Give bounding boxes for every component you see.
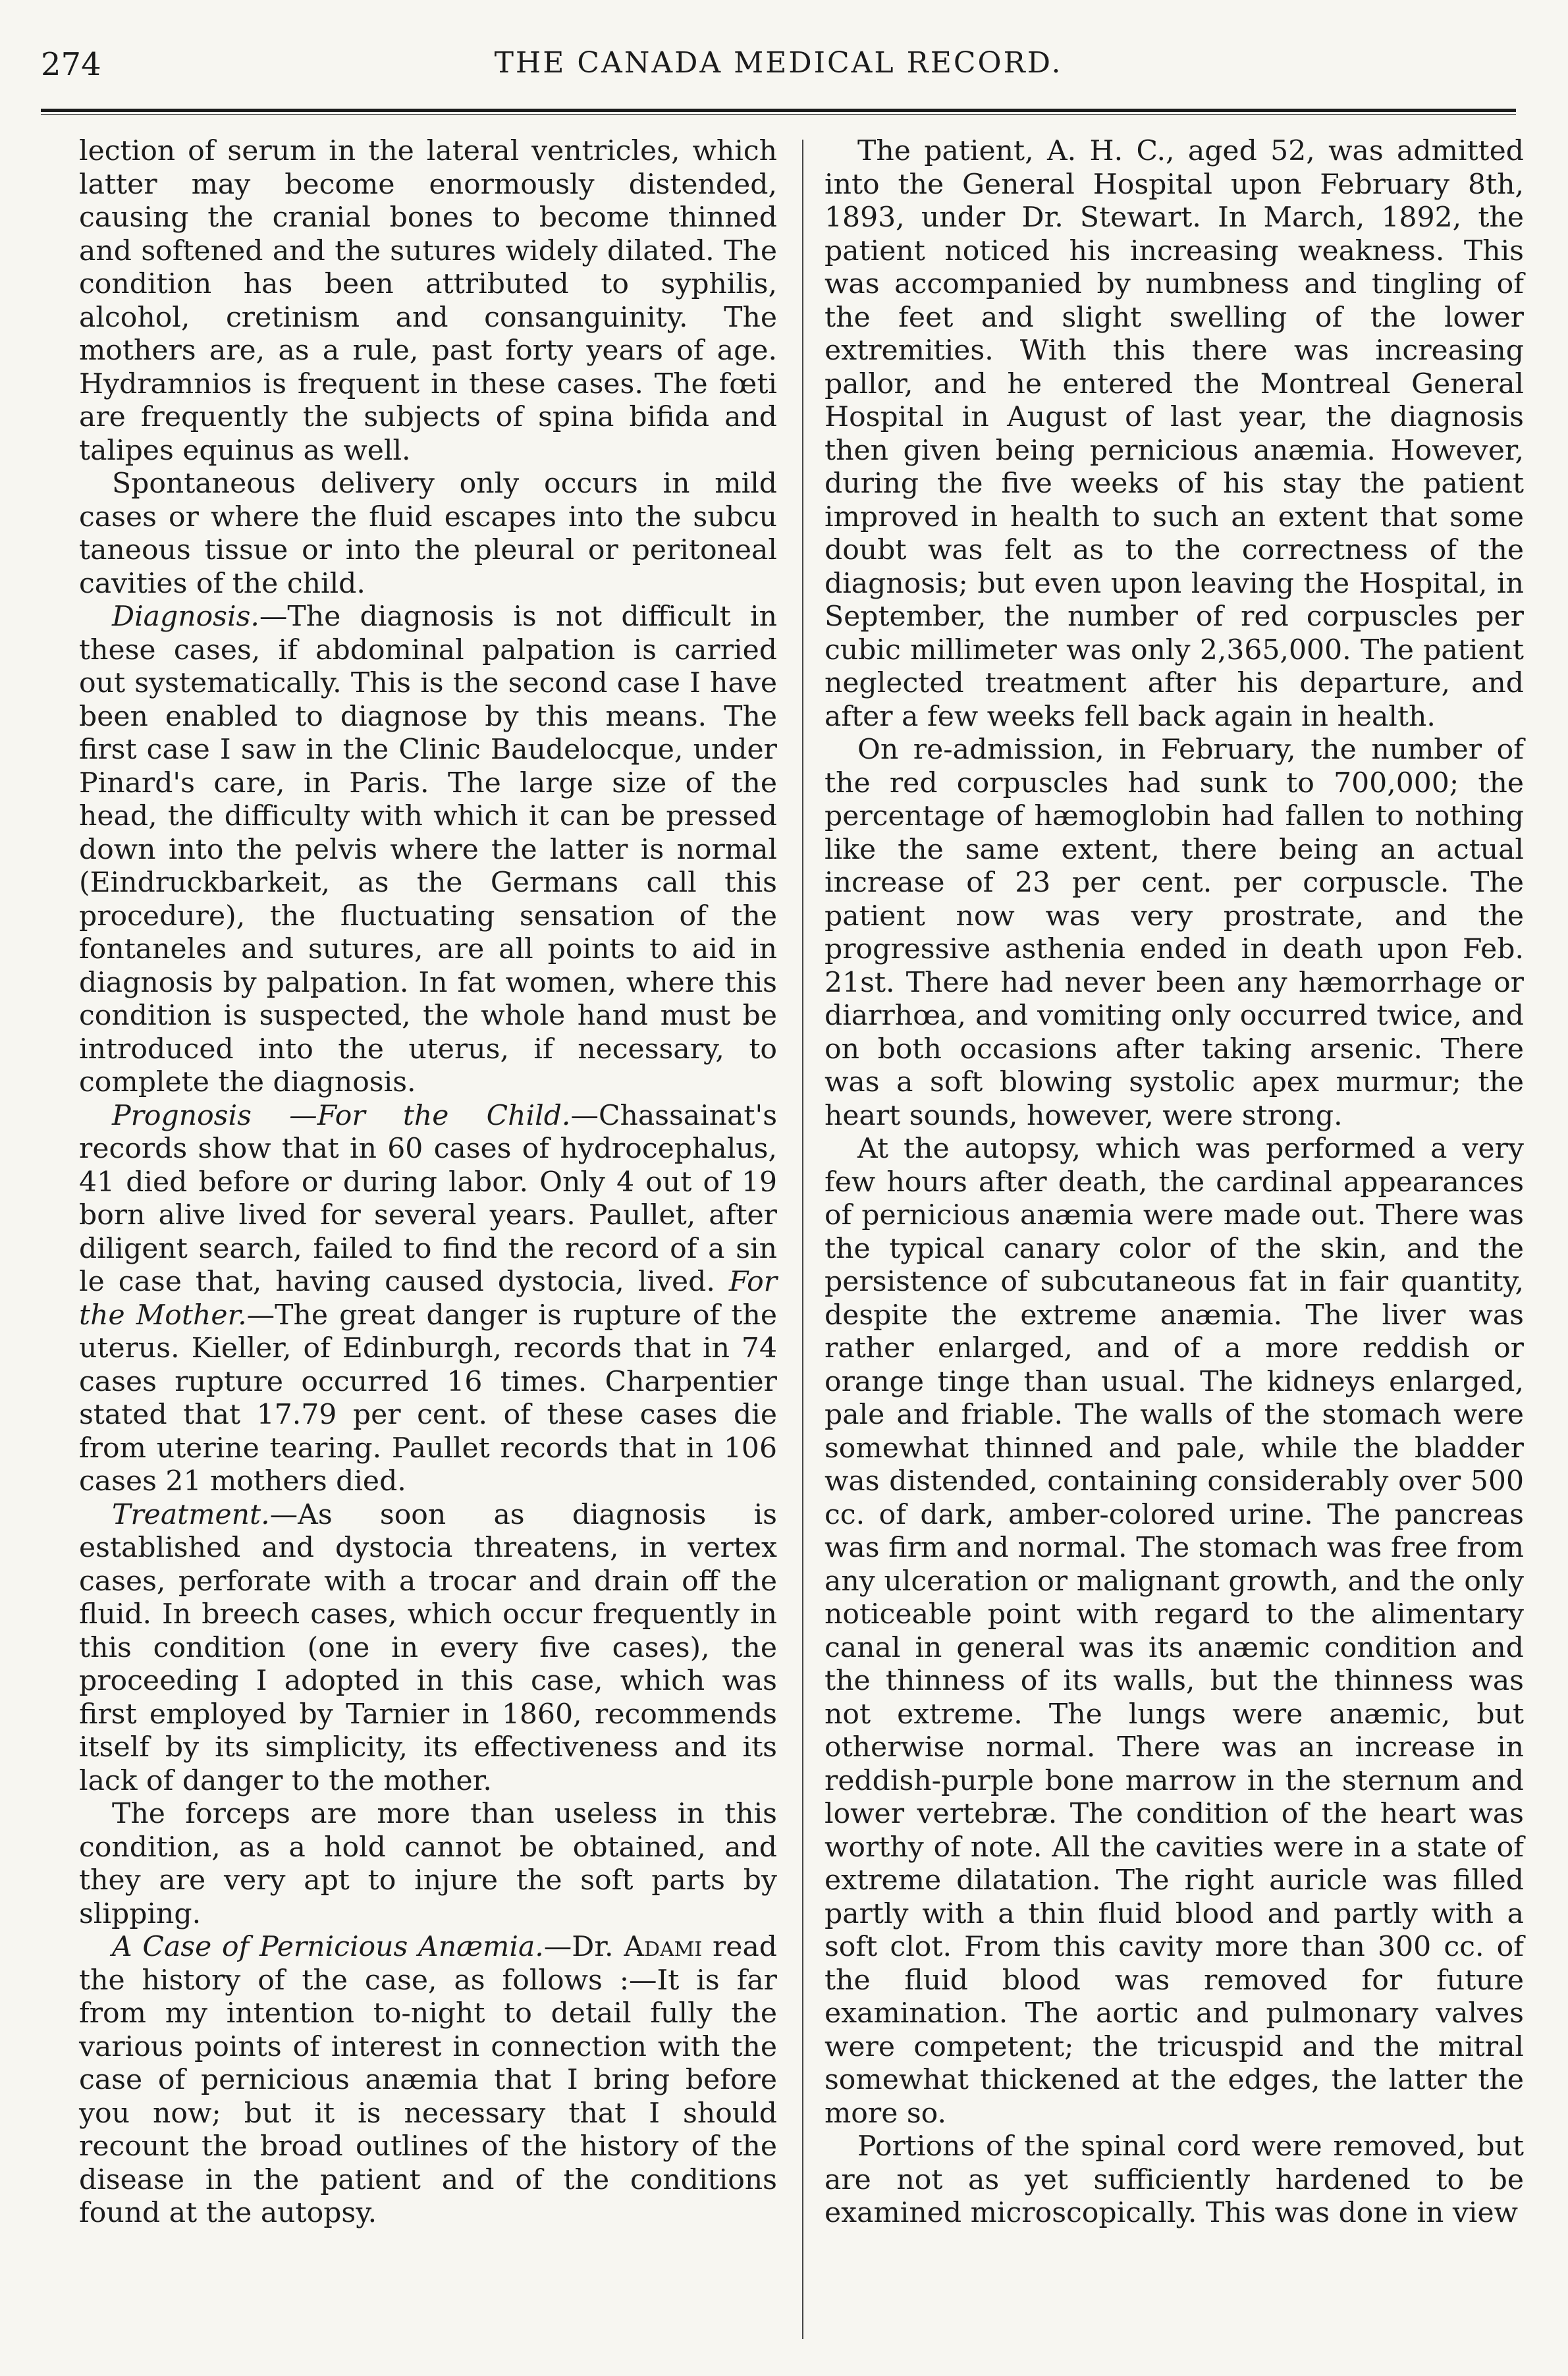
paragraph: On re-admission, in February, the number of the red corpuscles had sunk to 700,000; the percentage of hæmoglobin had fallen to nothing like the same extent, there being an actual increase of 23 per cent. per corpuscle. The patient now was very prostrate, and the progressive asthenia ended in death upon Feb. 21st. There had never been any hæmorrhage or diarrhœa, and vomiting only occurred twice, and on both occasions after taking arsenic. There was a soft blowing systolic apex murmur; the heart sounds, however, were strong. [825,734,1524,1132]
section-heading: Prognosis —For the Child. [112,1099,571,1132]
paragraph-case [79,1931,777,2230]
section-heading: Treatment. [112,1498,270,1531]
section-heading: A Case of Pernicious Anæmia. [112,1931,544,1963]
paragraph: Portions of the spinal cord were removed, but are not as yet sufficiently hardened to be examined microscopically. This was done in view [825,2130,1524,2229]
paragraph-text: read the history of the case, as follows :—It is far from my intention to-night to detail fully the various points of interest in connection with the case of pernicious anæmia that I bring before you now; but it is necessary that I should recount the broad outlines of the history of the disease in the patient and of the conditions found at the autopsy. [79,1931,777,2229]
running-title: THE CANADA MEDICAL RECORD. [494,46,1063,80]
paragraph: lection of serum in the lateral ventricles, which latter may become enormously distended, causing the cranial bones to become thinned and softened and the sutures widely dilated. The condition has been attributed to syphilis, alcohol, cretinism and consanguinity. The mothers are, as a rule, past forty years of age. Hydramnios is frequent in these cases. The fœti are frequently the subjects of spina bifida and talipes equinus as well. [79,135,777,467]
author-name: Adami [624,1931,703,1963]
paragraph: At the autopsy, which was performed a very few hours after death, the cardinal appearances of pernicious anæmia were made out. There was the typical canary color of the skin, and the persistence of subcutaneous fat in fair quantity, despite the extreme anæmia. The liver was rather enlarged, and of a more reddish or orange tinge than usual. The kidneys enlarged, pale and friable. The walls of the stomach were somewhat thinned and pale, while the bladder was distended, containing considerably over 500 cc. of dark, amber-colored urine. The pancreas was firm and normal. The stomach was free from any ulceration or malignant growth, and the only noticeable point with regard to the alimentary canal in general was its anæmic condition and the thinness of its walls, but the thinness was not extreme. The lungs were anæmic, but otherwise normal. There was an increase in reddish-purple bone marrow in the sternum and lower vertebræ. The condition of the heart was worthy of note. All the cavities were in a state of extreme dilatation. The right auricle was filled partly with a thin fluid blood and partly with a soft clot. From this cavity more than 300 cc. of the fluid blood was removed for future examination. The aortic and pulmonary valves were competent; the tricuspid and the mitral somewhat thickened at the edges, the latter the more so. [825,1133,1524,2130]
left-column [79,135,777,2230]
column-divider [802,140,803,2339]
header-rule [41,109,1516,112]
paragraph-text: —As soon as diagnosis is established and dystocia threatens, in vertex cases, perforate with a trocar and drain off the fluid. In breech cases, which occur frequently in this condition (one in every five cases), the proceeding I adopted in this case, which was first employed by Tarnier in 1860, recommends itself by its simplicity, its effectiveness and its lack of danger to the mother. [79,1498,777,1797]
subsection-heading: For the Mother. [79,1266,777,1332]
paragraph-treatment [79,1499,777,1798]
paragraph-text: —The great danger is rupture of the uterus. Kieller, of Edinburgh, records that in 74 cases rupture occurred 16 times. Charpentier stated that 17.79 per cent. of these cases die from uterine tearing. Paullet records that in 106 cases 21 mothers died. [79,1299,777,1498]
paragraph-prognosis [79,1100,777,1499]
paragraph-diagnosis [79,601,777,1100]
paragraph-text: —Dr. [543,1931,624,1963]
page-number: 274 [41,46,101,83]
paragraph: The forceps are more than useless in this condition, as a hold cannot be obtained, and they are very apt to injure the soft parts by slipping. [79,1798,777,1930]
right-column [825,135,1524,2230]
page-header [41,46,1516,119]
section-heading: Diagnosis. [112,601,259,633]
paragraph-text: —Chassainat's records show that in 60 cases of hydrocephalus, 41 died before or during labor. Only 4 out of 19 born alive lived for several years. Paullet, after diligent search, failed to find the record of a sin le case that, having caused dystocia, lived. [79,1099,777,1298]
paragraph: Spontaneous delivery only occurs in mild cases or where the fluid escapes into the subcu taneous tissue or into the pleural or peritoneal cavities of the child. [79,468,777,600]
paragraph-text: —The diagnosis is not difficult in these cases, if abdominal palpation is carried out systematically. This is the second case I have been enabled to diagnose by this means. The first case I saw in the Clinic Baudelocque, under Pinard's care, in Paris. The large size of the head, the difficulty with which it can be pressed down into the pelvis where the latter is normal (Eindruckbarkeit, as the Germans call this procedure), the fluctuating sensation of the fontaneles and sutures, are all points to aid in diagnosis by palpation. In fat women, where this condition is suspected, the whole hand must be introduced into the uterus, if necessary, to complete the diagnosis. [79,601,777,1098]
paragraph: The patient, A. H. C., aged 52, was admitted into the General Hospital upon February 8th, 1893, under Dr. Stewart. In March, 1892, the patient noticed his increasing weakness. This was accompanied by numbness and tingling of the feet and slight swelling of the lower extremities. With this there was increasing pallor, and he entered the Montreal General Hospital in August of last year, the diagnosis then given being pernicious anæmia. However, during the five weeks of his stay the patient improved in health to such an extent that some doubt was felt as to the correctness of the diagnosis; but even upon leaving the Hospital, in September, the number of red corpuscles per cubic millimeter was only 2,365,000. The patient neglected treatment after his departure, and after a few weeks fell back again in health. [825,135,1524,733]
header-rule-thin [41,114,1516,115]
